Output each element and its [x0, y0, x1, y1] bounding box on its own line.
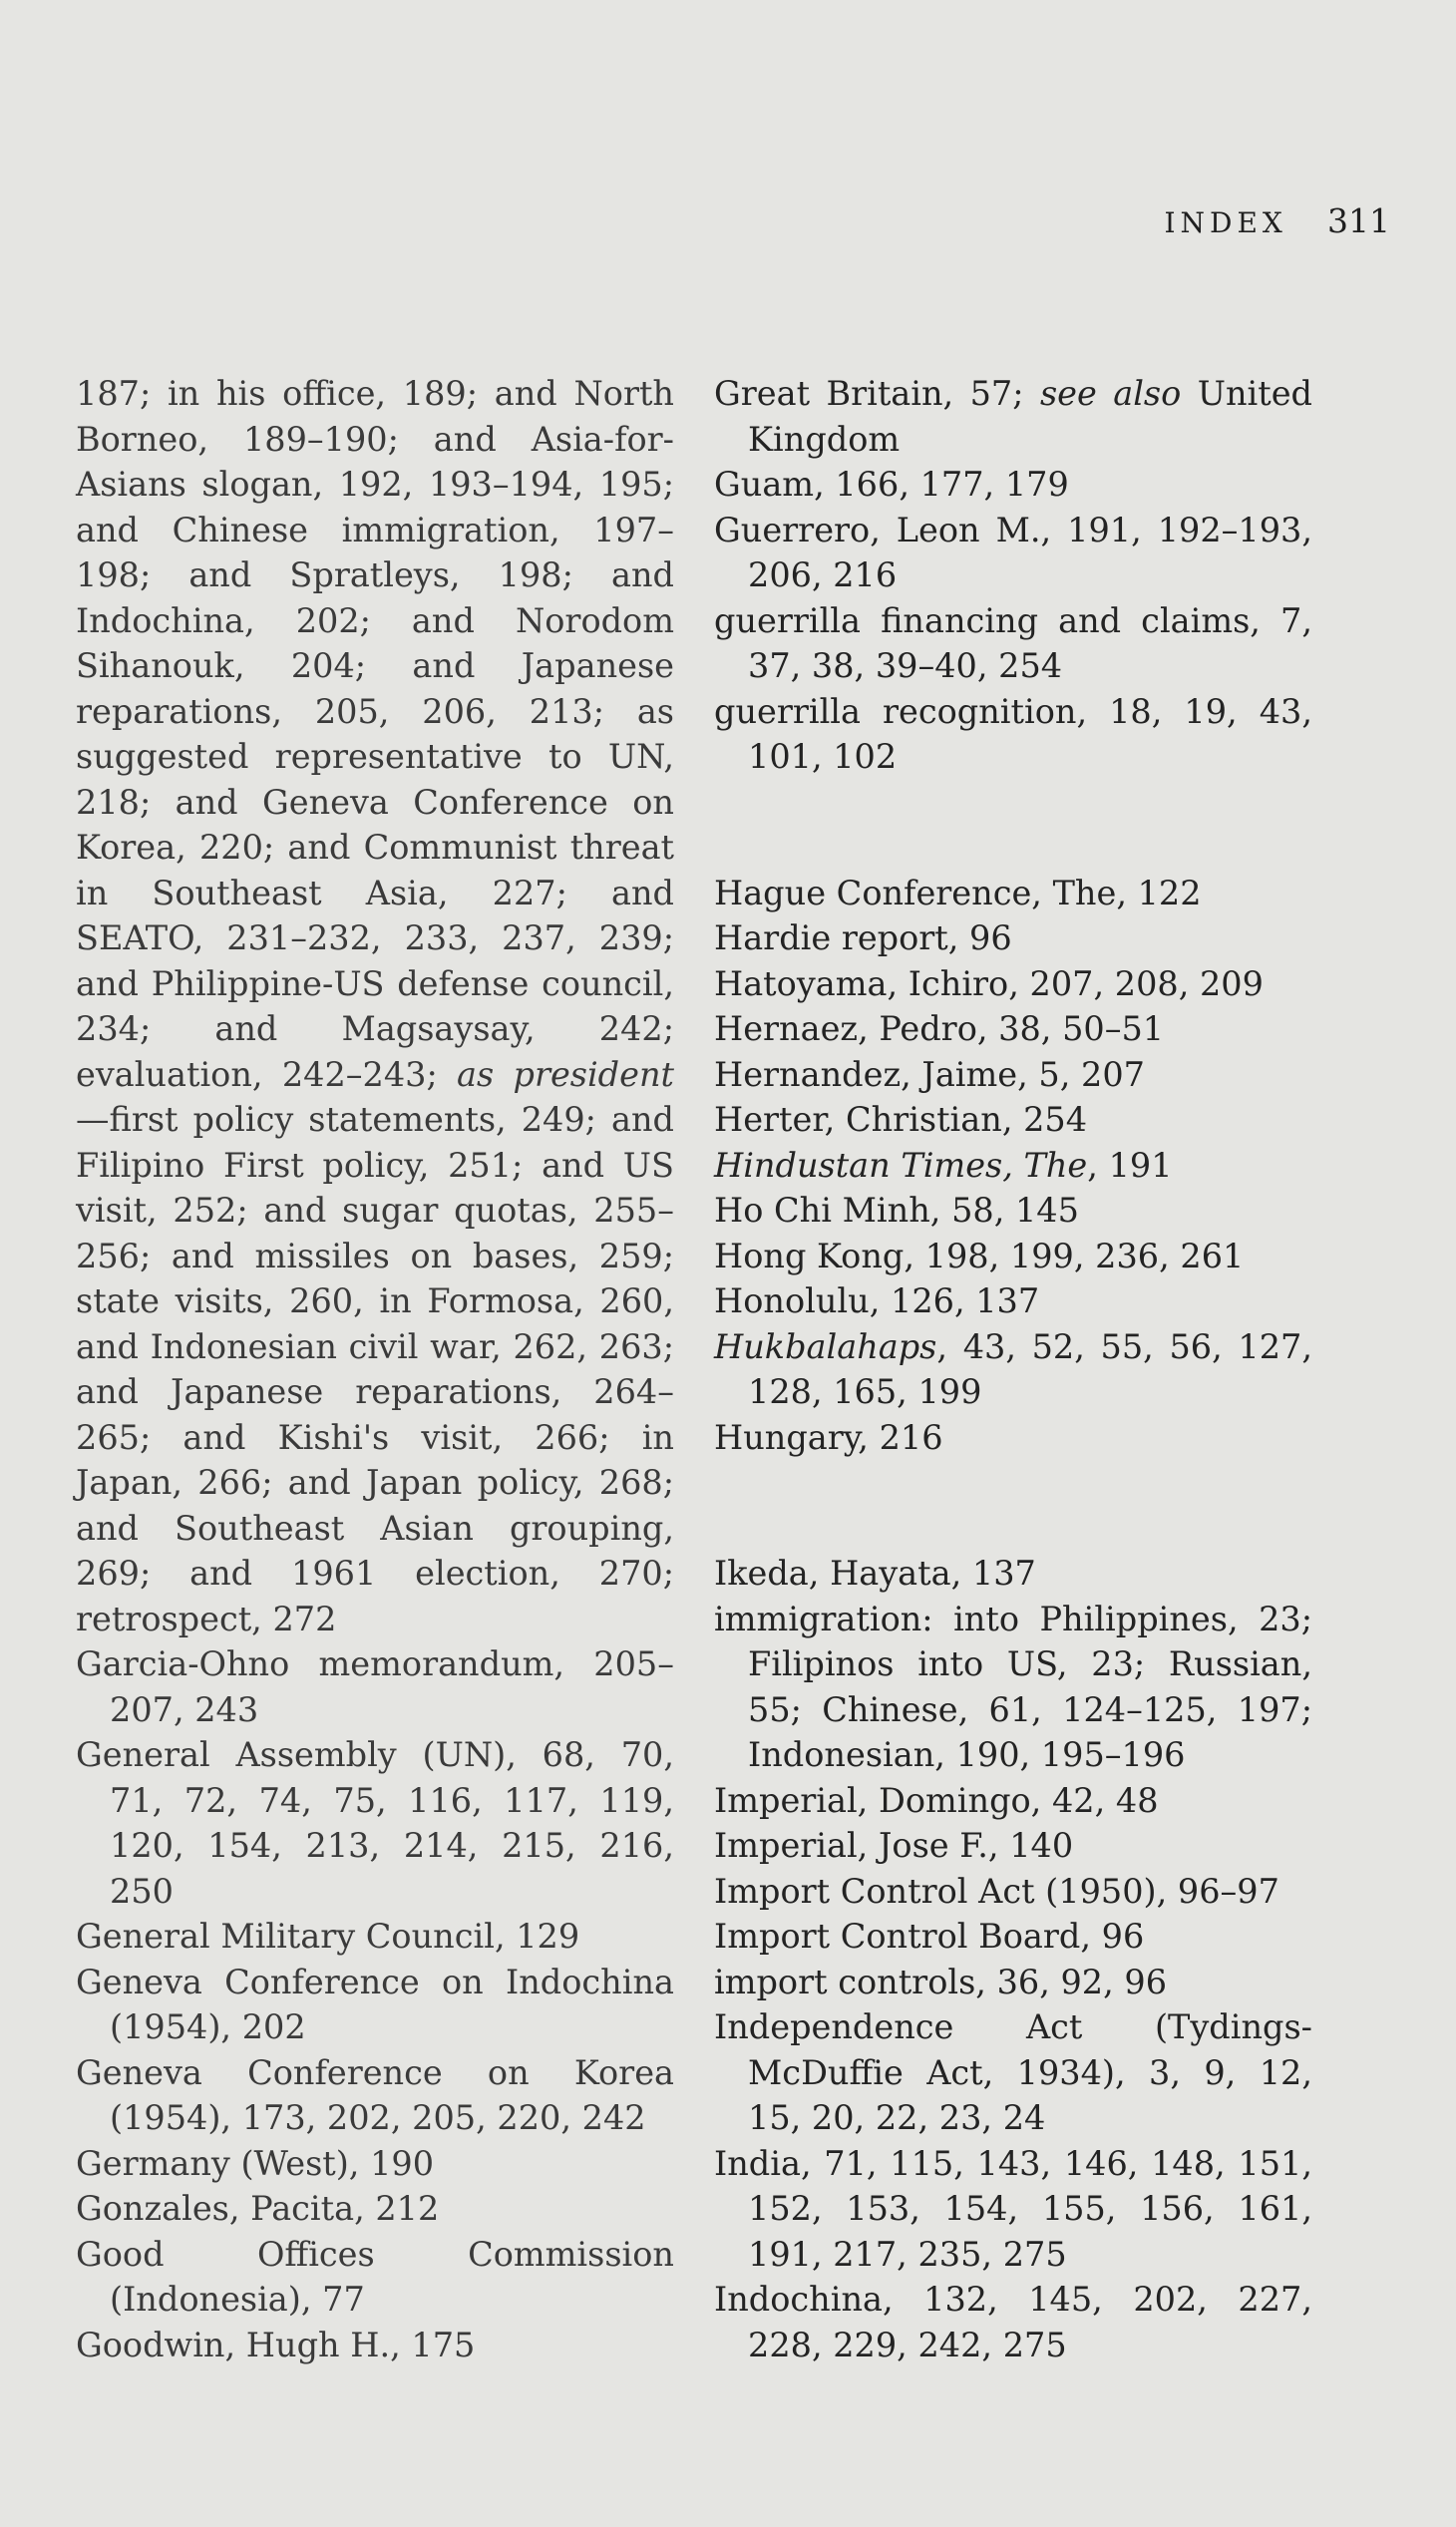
running-head — [1164, 201, 1390, 240]
index-entry: Hindustan Times, The, 191 — [714, 1145, 1173, 1185]
index-entry: Hernandez, Jaime, 5, 207 — [714, 1054, 1145, 1094]
index-group-g — [714, 371, 1312, 780]
index-group-i — [714, 1551, 1312, 2367]
index-entry: Germany (West), 190 — [76, 2143, 435, 2183]
index-entry: Guam, 166, 177, 179 — [714, 465, 1069, 504]
running-head-title: INDEX — [1164, 206, 1287, 239]
index-entry: Import Control Board, 96 — [714, 1917, 1145, 1956]
index-group-h — [714, 871, 1312, 1461]
index-entry: Hernaez, Pedro, 38, 50–51 — [714, 1009, 1165, 1048]
index-entry: guerrilla recognition, 18, 19, 43, 101, 102 — [714, 691, 1312, 776]
index-entry: Imperial, Domingo, 42, 48 — [714, 1780, 1159, 1820]
index-entry: Great Britain, 57; see also United Kingdom — [714, 374, 1312, 459]
index-entry: immigration: into Philippines, 23; Filipinos into US, 23; Russian, 55; Chinese, 61, 124–125, 197; Indonesian, 190, 195–196 — [714, 1599, 1312, 1774]
index-entry: Import Control Act (1950), 96–97 — [714, 1871, 1279, 1911]
index-entry: Independence Act (Tydings-McDuffie Act, 1934), 3, 9, 12, 15, 20, 22, 23, 24 — [714, 2007, 1312, 2137]
index-entry: Hukbalahaps, 43, 52, 55, 56, 127, 128, 165, 199 — [714, 1326, 1312, 1411]
index-entry: Hatoyama, Ichiro, 207, 208, 209 — [714, 963, 1264, 1003]
index-entry: Imperial, Jose F., 140 — [714, 1826, 1074, 1865]
index-entry: Hague Conference, The, 122 — [714, 873, 1202, 912]
letter-group-gap — [714, 1460, 1312, 1551]
index-entry: Ikeda, Hayata, 137 — [714, 1554, 1036, 1593]
index-entry: import controls, 36, 92, 96 — [714, 1962, 1168, 2001]
index-entry: Herter, Christian, 254 — [714, 1100, 1088, 1139]
index-entry: 187; in his office, 189; and North Borneo, 189–190; and Asia-for-Asians slogan, 192, 193–194, 195; and Chinese immigration, 197–198; and Spratleys, 198; and Indochina, 202; and Norodom Sihanouk, 204; and Japanese reparations, 205, 206, 213; as suggested representative to UN, 218; and Geneva Conference on Korea, 220; and Communist threat in Southeast Asia, 227; and SEATO, 231–232, 233, 237, 239; and Philippine-US defense council, 234; and Magsaysay, 242; evaluation, 242–243; as president—first policy statements, 249; and Filipino First policy, 251; and US visit, 252; and sugar quotas, 255–256; and missiles on bases, 259; state visits, 260, in Formosa, 260, and Indonesian civil war, 262, 263; and Japanese reparations, 264–265; and Kishi's visit, 266; in Japan, 266; and Japan policy, 268; and Southeast Asian grouping, 269; and 1961 election, 270; retrospect, 272 — [76, 374, 674, 1638]
index-entry: Good Offices Commission (Indonesia), 77 — [76, 2234, 674, 2319]
letter-group-gap — [714, 780, 1312, 871]
index-entry: Hardie report, 96 — [714, 918, 1012, 957]
index-entry: Honolulu, 126, 137 — [714, 1281, 1040, 1320]
index-entry: General Military Council, 129 — [76, 1917, 580, 1956]
index-entry: India, 71, 115, 143, 146, 148, 151, 152, 153, 154, 155, 156, 161, 191, 217, 235, 275 — [714, 2143, 1312, 2274]
index-entry: Hong Kong, 198, 199, 236, 261 — [714, 1236, 1245, 1275]
index-entry: Indochina, 132, 145, 202, 227, 228, 229, 242, 275 — [714, 2280, 1312, 2364]
index-entry: Garcia-Ohno memorandum, 205–207, 243 — [76, 1644, 674, 1729]
index-column-right — [714, 371, 1312, 2367]
index-entry: Gonzales, Pacita, 212 — [76, 2189, 440, 2228]
index-column-left — [76, 371, 674, 2367]
index-entry: Hungary, 216 — [714, 1417, 943, 1457]
index-entry: General Assembly (UN), 68, 70, 71, 72, 74, 75, 116, 117, 119, 120, 154, 213, 214, 215, 216, 250 — [76, 1735, 674, 1911]
page-number: 311 — [1327, 201, 1390, 240]
index-entry: Geneva Conference on Indochina (1954), 202 — [76, 1962, 674, 2046]
index-entry: Geneva Conference on Korea (1954), 173, 202, 205, 220, 242 — [76, 2052, 674, 2137]
index-entry: guerrilla financing and claims, 7, 37, 38, 39–40, 254 — [714, 600, 1312, 685]
index-entry: Guerrero, Leon M., 191, 192–193, 206, 216 — [714, 510, 1312, 594]
index-entry: Goodwin, Hugh H., 175 — [76, 2325, 476, 2364]
index-entry: Ho Chi Minh, 58, 145 — [714, 1191, 1079, 1230]
